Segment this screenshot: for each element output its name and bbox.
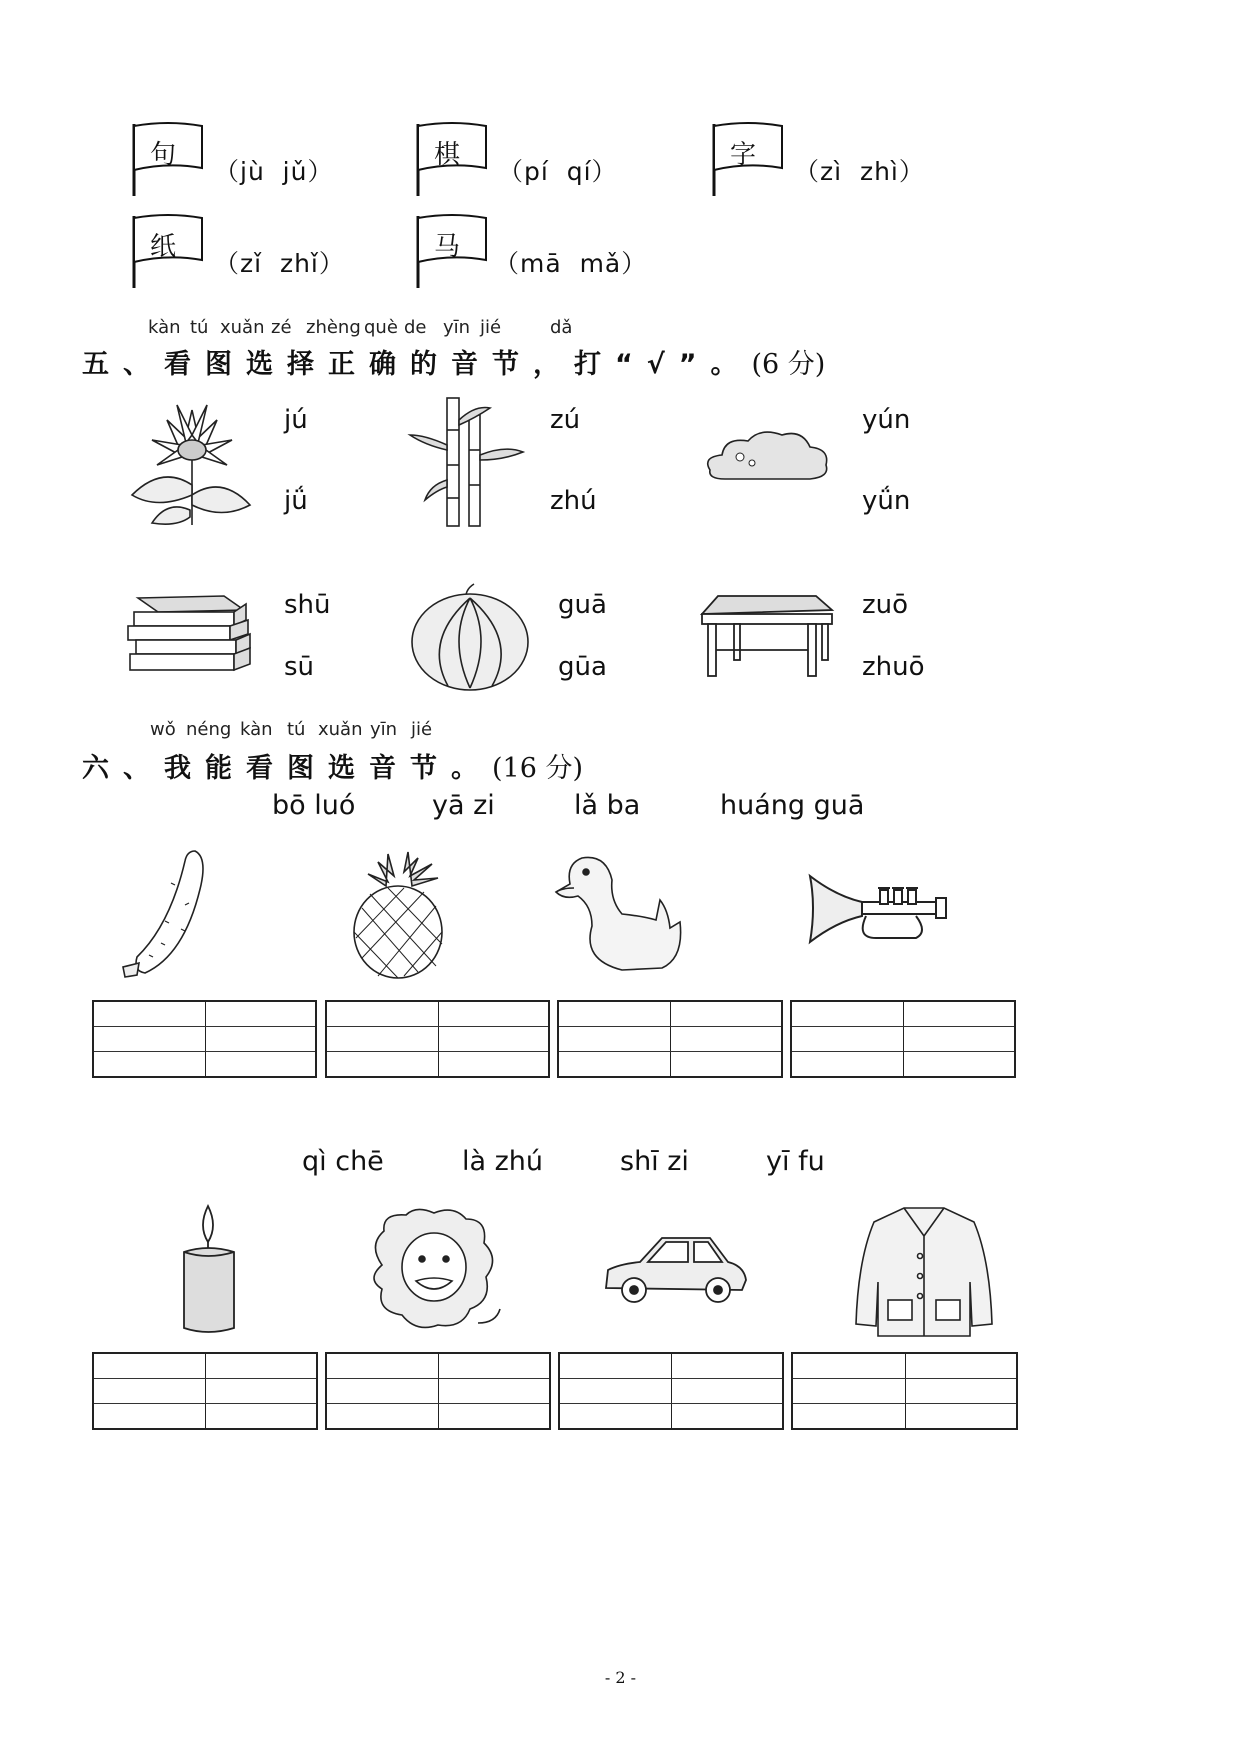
cloud-icon bbox=[700, 425, 835, 485]
title-pinyin: xuǎn bbox=[220, 317, 265, 338]
word-label: lǎ ba bbox=[574, 790, 641, 821]
syllable-option[interactable]: shū bbox=[284, 590, 331, 620]
answer-grid[interactable] bbox=[92, 1000, 317, 1078]
pinyin-options: （pí qí） bbox=[498, 157, 618, 186]
section-title: 五、看图选择正确的音节，打“√”。(6 分) bbox=[82, 349, 826, 380]
word-label: qì chē bbox=[302, 1146, 384, 1177]
pinyin-options: （zì zhì） bbox=[794, 157, 925, 186]
title-pinyin: tú bbox=[190, 317, 209, 338]
syllable-option[interactable]: jú bbox=[284, 405, 308, 435]
chrysanthemum-icon bbox=[122, 395, 262, 530]
syllable-option[interactable]: jǘ bbox=[284, 486, 308, 516]
answer-grid[interactable] bbox=[325, 1000, 550, 1078]
flag-character: 棋 bbox=[434, 140, 461, 170]
answer-grid[interactable] bbox=[557, 1000, 783, 1078]
title-pinyin: yīn bbox=[443, 317, 471, 338]
word-label: shī zi bbox=[620, 1146, 689, 1177]
pinyin-options: （zǐ zhǐ） bbox=[214, 249, 345, 278]
answer-grid[interactable] bbox=[92, 1352, 318, 1430]
flag-character: 马 bbox=[434, 232, 461, 262]
duck-icon bbox=[552, 850, 692, 975]
flag-character: 字 bbox=[730, 140, 757, 170]
flag-card bbox=[128, 212, 208, 292]
title-pinyin: zé bbox=[271, 317, 292, 338]
answer-grid[interactable] bbox=[790, 1000, 1016, 1078]
lion-icon bbox=[362, 1205, 512, 1335]
title-pinyin: yīn bbox=[370, 719, 398, 740]
word-label: bō luó bbox=[272, 790, 356, 821]
title-pinyin: jié bbox=[411, 719, 433, 740]
title-pinyin: xuǎn bbox=[318, 719, 363, 740]
flag-character: 纸 bbox=[150, 232, 177, 262]
flag-character: 句 bbox=[150, 140, 177, 170]
title-pinyin: kàn bbox=[148, 317, 181, 338]
page-number: - 2 - bbox=[604, 1668, 637, 1687]
title-pinyin: zhèng bbox=[306, 317, 361, 338]
pineapple-icon bbox=[348, 848, 448, 980]
flag-card bbox=[412, 212, 492, 292]
title-pinyin: jié bbox=[480, 317, 502, 338]
title-pinyin: néng bbox=[186, 719, 232, 740]
bamboo-icon bbox=[405, 390, 530, 530]
flag-card bbox=[708, 120, 788, 200]
word-label: huáng guā bbox=[720, 790, 865, 821]
answer-grid[interactable] bbox=[791, 1352, 1018, 1430]
pumpkin-icon bbox=[408, 580, 533, 695]
pinyin-options: （mā mǎ） bbox=[494, 249, 648, 278]
answer-grid[interactable] bbox=[325, 1352, 551, 1430]
title-pinyin: què bbox=[364, 317, 398, 338]
syllable-option[interactable]: zú bbox=[550, 405, 581, 435]
table-icon bbox=[698, 590, 838, 685]
title-pinyin: wǒ bbox=[150, 719, 176, 740]
flag-card bbox=[128, 120, 208, 200]
flag-card bbox=[412, 120, 492, 200]
candle-icon bbox=[176, 1200, 241, 1340]
section-score: (16 分) bbox=[492, 753, 584, 784]
syllable-option[interactable]: gūa bbox=[558, 652, 607, 682]
section-title: 六、我能看图选音节。(16 分) bbox=[82, 753, 584, 784]
answer-grid[interactable] bbox=[558, 1352, 784, 1430]
word-label: yā zi bbox=[432, 790, 495, 821]
section-score: (6 分) bbox=[751, 349, 826, 380]
title-pinyin: dǎ bbox=[550, 317, 573, 338]
word-label: là zhú bbox=[462, 1146, 544, 1177]
syllable-option[interactable]: yǘn bbox=[862, 486, 911, 516]
books-icon bbox=[124, 590, 254, 685]
title-pinyin: tú bbox=[287, 719, 306, 740]
cucumber-icon bbox=[115, 845, 215, 985]
syllable-option[interactable]: guā bbox=[558, 590, 607, 620]
title-pinyin: de bbox=[404, 317, 427, 338]
trumpet-icon bbox=[806, 872, 951, 947]
car-icon bbox=[600, 1228, 750, 1308]
syllable-option[interactable]: sū bbox=[284, 652, 315, 682]
syllable-option[interactable]: yún bbox=[862, 405, 911, 435]
jacket-icon bbox=[852, 1200, 997, 1340]
syllable-option[interactable]: zuō bbox=[862, 590, 909, 620]
syllable-option[interactable]: zhuō bbox=[862, 652, 925, 682]
syllable-option[interactable]: zhú bbox=[550, 486, 597, 516]
title-pinyin: kàn bbox=[240, 719, 273, 740]
word-label: yī fu bbox=[766, 1146, 825, 1177]
pinyin-options: （jù jǔ） bbox=[214, 157, 334, 186]
